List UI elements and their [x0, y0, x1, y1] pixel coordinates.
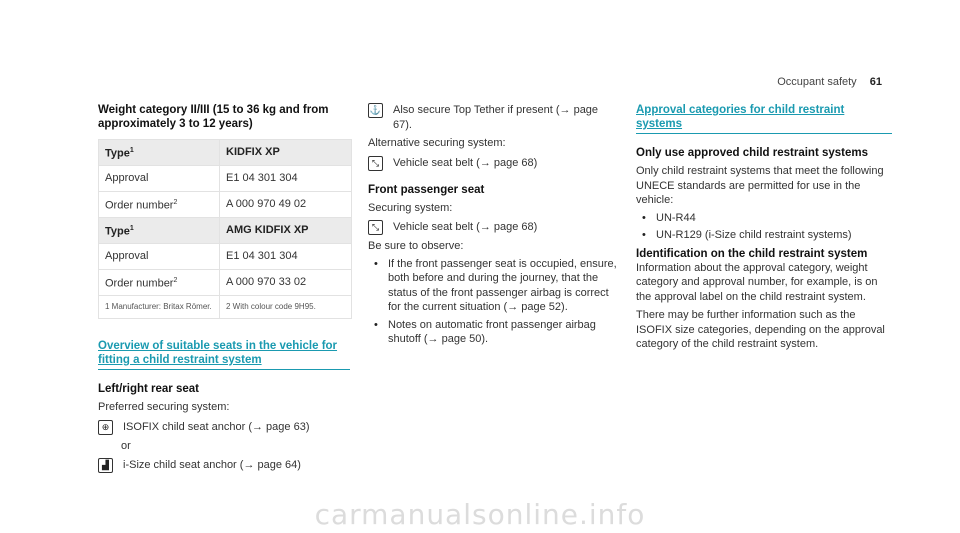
list-item: • If the front passenger seat is occupied, ensure, both before and during the journey, that the status of the front passenger airbag is correct for the current situation (→ page 52).	[368, 257, 620, 315]
table-row	[99, 218, 352, 244]
column-2	[368, 103, 620, 347]
front-passenger-heading: Front passenger seat	[368, 183, 485, 196]
or-text: or	[121, 439, 131, 452]
isofix-row	[98, 420, 350, 435]
further-info-text: There may be further information such as the ISOFIX size categories, depending on the approval category of the child restraint system.	[636, 309, 885, 350]
overview-heading-block	[98, 339, 350, 370]
list-item: • UN-R129 (i-Size child restraint systems)	[636, 228, 892, 243]
table-cell-key	[99, 244, 220, 270]
kidfix-table	[98, 139, 352, 319]
isofix-icon: ⊕	[98, 420, 113, 435]
watermark: carmanualsonline.info	[314, 498, 646, 531]
table-cell-key	[99, 140, 220, 166]
alt-text: Alternative securing system:	[368, 137, 506, 149]
list-item: • UN-R44	[636, 211, 892, 226]
isofix-text: ISOFIX child seat anchor (→ page 63)	[123, 420, 310, 433]
column-3	[636, 103, 892, 352]
footnote-marker: 2	[173, 198, 178, 206]
overview-heading: Overview of suitable seats in the vehicle for fitting a child restraint system	[98, 340, 338, 366]
table-cell-value: E1 04 301 304	[220, 166, 352, 192]
isize-row	[98, 458, 350, 473]
table-cell-value: AMG KIDFIX XP	[220, 218, 352, 244]
identification-text: Information about the approval category, weight category and approval number, for example, is on the approval label on the child restraint system.	[636, 261, 878, 303]
table-cell-value: A 000 970 49 02	[220, 192, 352, 218]
belt-text-2: Vehicle seat belt (→ page 68)	[393, 221, 538, 233]
table-cell-key	[99, 166, 220, 192]
table-footnotes	[99, 296, 352, 319]
top-tether-row	[368, 103, 620, 132]
table-row	[99, 270, 352, 296]
standards-text: Only child restraint systems that meet the following UNECE standards are permitted for use in the vehicle:	[636, 165, 884, 206]
belt-row-2	[368, 220, 620, 235]
top-tether-text: Also secure Top Tether if present (→ page 67).	[393, 104, 599, 131]
identification-heading: Identification on the child restraint system	[636, 247, 868, 260]
securing-text: Securing system:	[368, 201, 453, 214]
table-key-text: Approval	[105, 250, 149, 263]
belt-row-1	[368, 156, 620, 171]
observe-text: Be sure to observe:	[368, 240, 464, 252]
isize-text: i-Size child seat anchor (→ page 64)	[123, 459, 301, 471]
table-cell-value: E1 04 301 304	[220, 244, 352, 270]
section-title: Occupant safety	[777, 76, 857, 88]
weight-category-heading: Weight category II/III (15 to 36 kg and from approximately 3 to 12 years)	[98, 104, 329, 130]
footnote-1: 1 Manufacturer: Britax Römer.	[99, 296, 220, 319]
belt-text-1: Vehicle seat belt (→ page 68)	[393, 156, 538, 169]
table-row	[99, 166, 352, 192]
table-cell-value: A 000 970 33 02	[220, 270, 352, 296]
footnote-2: 2 With colour code 9H95.	[220, 296, 352, 319]
table-row	[99, 192, 352, 218]
page-number: 61	[869, 76, 882, 88]
table-key-text: Type	[105, 147, 130, 160]
list-item: • Notes on automatic front passenger airbag shutoff (→ page 50).	[368, 318, 620, 347]
footnote-marker: 1	[129, 224, 134, 232]
seat-belt-icon: ⤡	[368, 220, 383, 235]
table-row	[99, 244, 352, 270]
isize-icon: ▟	[98, 458, 113, 473]
approved-systems-heading: Only use approved child restraint systems	[636, 147, 868, 159]
table-key-text: Approval	[105, 172, 149, 185]
table-cell-value: KIDFIX XP	[220, 140, 352, 166]
approval-heading-block	[636, 103, 892, 134]
footnote-marker: 2	[173, 276, 178, 284]
footnote-marker: 1	[129, 146, 134, 154]
table-key-text: Order number	[105, 199, 174, 212]
top-tether-icon: ⚓	[368, 103, 383, 118]
column-1	[98, 103, 350, 473]
preferred-text: Preferred securing system:	[98, 401, 230, 413]
table-cell-key	[99, 218, 220, 244]
table-key-text: Order number	[105, 277, 174, 290]
page-header	[777, 76, 882, 88]
left-right-heading: Left/right rear seat	[98, 383, 199, 395]
approval-heading: Approval categories for child restraint systems	[636, 104, 845, 130]
table-row	[99, 140, 352, 166]
table-cell-key	[99, 192, 220, 218]
table-key-text: Type	[105, 225, 130, 238]
seat-belt-icon: ⤡	[368, 156, 383, 171]
table-cell-key	[99, 270, 220, 296]
